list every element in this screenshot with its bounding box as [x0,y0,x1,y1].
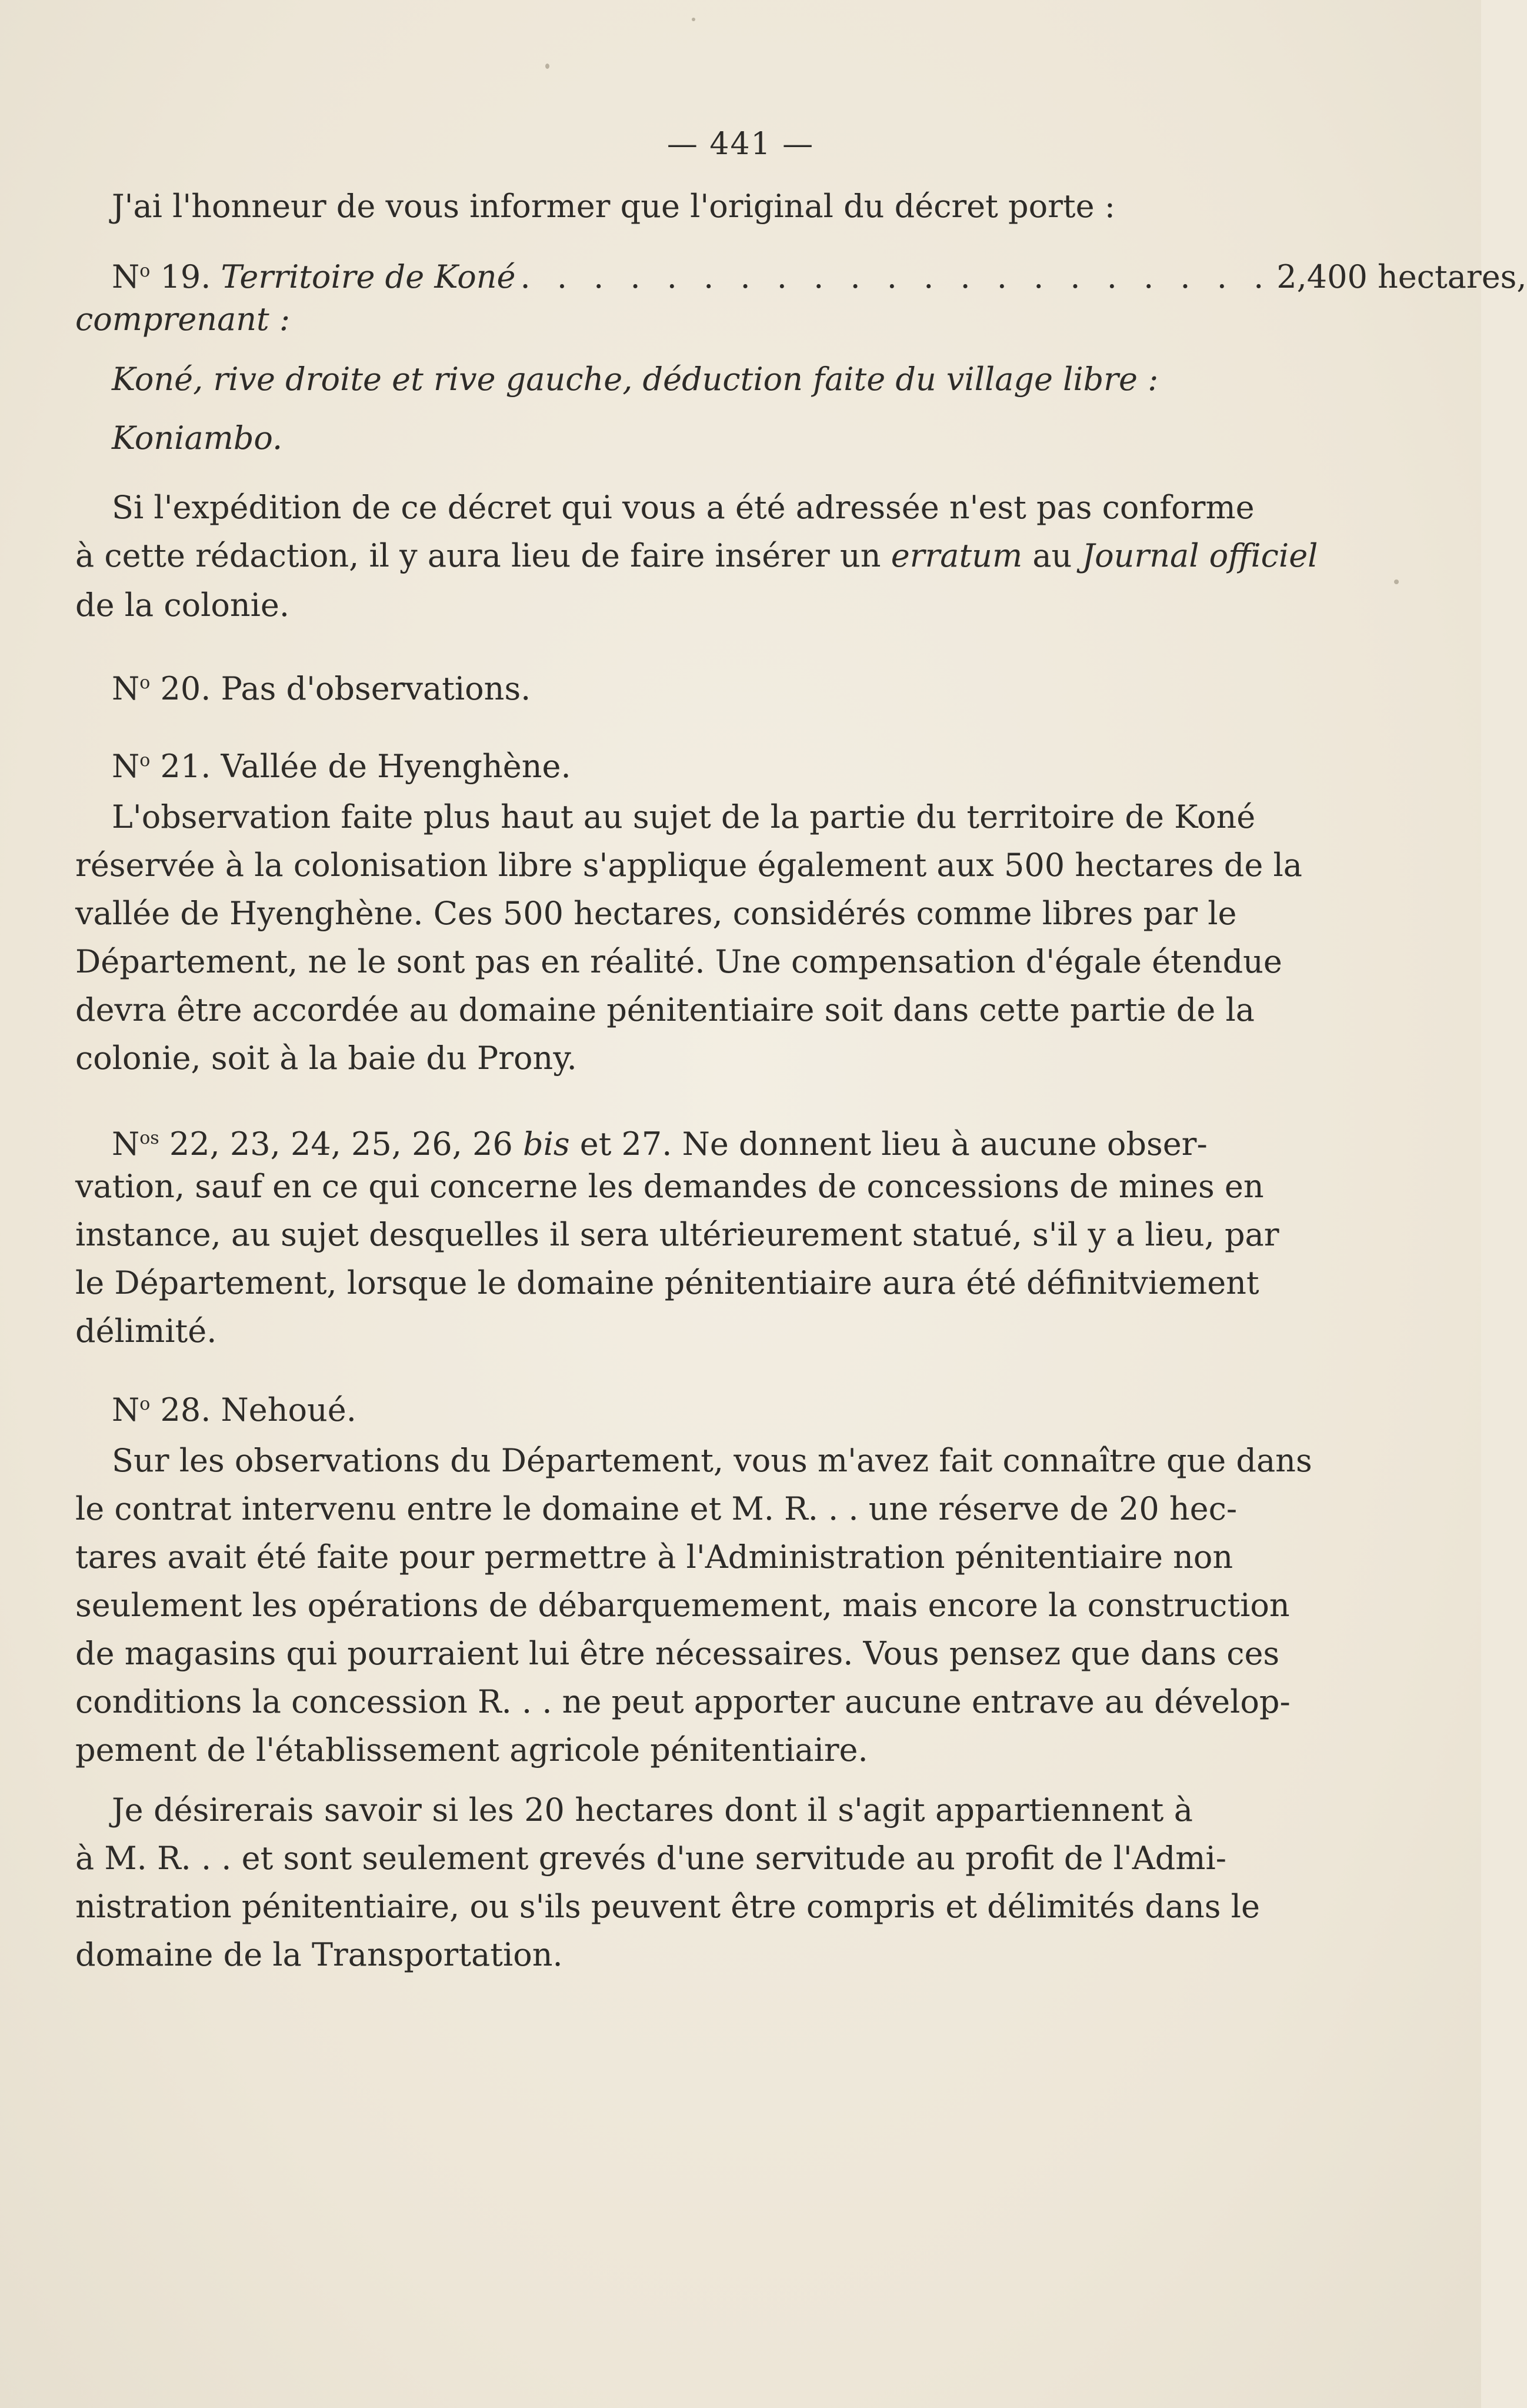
dot-leader: . . . . . . . . . . . . . . . . . . . . . [520,258,1272,295]
text-line: domaine de la Transportation. [75,1936,563,1973]
text-line: colonie, soit à la baie du Prony. [75,1040,577,1077]
text-line: conditions la concession R. . . ne peut apporter aucune entrave au dévelop- [75,1683,1291,1720]
text-line: J'ai l'honneur de vous informer que l'original du décret porte : [112,188,1115,225]
paper-speck [1394,579,1399,584]
text-line: Koné, rive droite et rive gauche, déduction faite du village libre : [112,361,1159,398]
text-line: Koniambo. [112,419,283,457]
text-line: tares avait été faite pour permettre à l'Administration pénitentiaire non [75,1538,1233,1576]
text-line: de la colonie. [75,587,290,624]
text-line: à M. R. . . et sont seulement grevés d'une servitude au profit de l'Admi- [75,1840,1226,1877]
numero-label: $N^o$ [112,258,151,295]
text-line: pement de l'établissement agricole pénitentiaire. [75,1731,868,1768]
entry-amount: 2,400 hectares, [1276,258,1527,295]
paper-speck [692,18,695,21]
text-line: délimité. [75,1313,217,1350]
text-line: nistration pénitentiaire, ou s'ils peuvent être compris et délimités dans le [75,1888,1260,1925]
entry-number: 19. [160,258,211,295]
text-line: instance, au sujet desquelles il sera ultérieurement statué, s'il y a lieu, par [75,1216,1279,1253]
text-line: L'observation faite plus haut au sujet de la partie du territoire de Koné [112,798,1256,835]
text-line: Si l'expédition de ce décret qui vous a été adressée n'est pas conforme [112,489,1255,526]
text-line: Je désirerais savoir si les 20 hectares dont il s'agit appartiennent à [112,1791,1193,1829]
text-line: le contrat intervenu entre le domaine et M. R. . . une réserve de 20 hec- [75,1490,1238,1527]
text-line: seulement les opérations de débarquemement, mais encore la construction [75,1587,1290,1624]
entry-20: $N^o$ 20. Pas d'observations. [112,670,531,707]
text-line: comprenant : [75,301,291,338]
entries-22-27: $N^{os}$ 22, 23, 24, 25, 26, 26 bis et 27. Ne donnent lieu à aucune obser- [112,1125,1208,1163]
text-line: réservée à la colonisation libre s'applique également aux 500 hectares de la [75,847,1302,884]
text-line: vation, sauf en ce qui concerne les demandes de concessions de mines en [75,1168,1264,1205]
text-line: vallée de Hyenghène. Ces 500 hectares, considérés comme libres par le [75,895,1237,932]
text-line-mixed: à cette rédaction, il y aura lieu de faire insérer un erratum au Journal officiel [75,537,1318,574]
text-line: devra être accordée au domaine pénitentiaire soit dans cette partie de la [75,991,1255,1028]
text-line: Sur les observations du Département, vous m'avez fait connaître que dans [112,1442,1312,1479]
text-line: Département, ne le sont pas en réalité. Une compensation d'égale étendue [75,943,1282,980]
decree-entry-19 [112,252,1527,297]
page-number: — 441 — [666,126,815,162]
paper-speck [545,64,549,69]
entry-21: $N^o$ 21. Vallée de Hyenghène. [112,748,571,785]
entry-28: $N^o$ 28. Nehoué. [112,1391,356,1428]
text-line: le Département, lorsque le domaine pénitentiaire aura été définitviement [75,1264,1259,1301]
entry-title: Territoire de Koné [221,258,516,295]
text-line: de magasins qui pourraient lui être nécessaires. Vous pensez que dans ces [75,1635,1280,1672]
